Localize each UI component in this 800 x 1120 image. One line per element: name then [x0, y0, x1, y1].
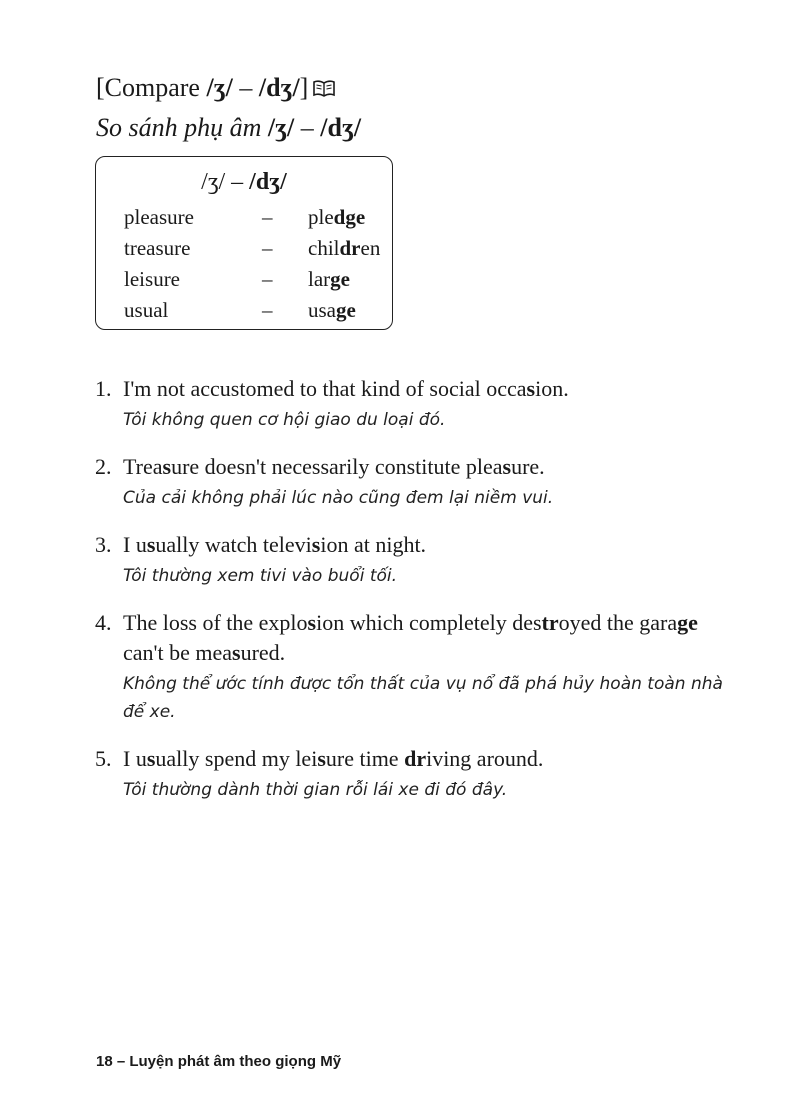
vietnamese-translation: Tôi thường dành thời gian rỗi lái xe đi đó đây.: [123, 780, 508, 800]
pair-dash: –: [262, 298, 273, 322]
list-item: [95, 744, 735, 804]
item-number: 5.: [95, 746, 112, 771]
dzh-word: pledge: [308, 205, 366, 229]
zh-word: leisure: [124, 267, 181, 291]
heading-ipa-dzh: /dʒ/: [258, 73, 300, 102]
heading-prefix: [Compare: [96, 73, 207, 102]
list-item: [95, 530, 735, 590]
item-number: 1.: [95, 376, 112, 401]
item-number: 4.: [95, 610, 112, 635]
english-sentence: I'm not accustomed to that kind of social occasion.: [123, 376, 569, 401]
title-sep: –: [225, 169, 250, 195]
vietnamese-translation: Của cải không phải lúc nào cũng đem lại niềm vui.: [123, 488, 554, 508]
pair-dash: –: [262, 267, 273, 291]
subheading-ipa-dzh: /dʒ/: [320, 113, 362, 142]
list-item: [95, 374, 735, 434]
zh-word: treasure: [124, 236, 191, 260]
title-ipa-dzh: /dʒ/: [249, 169, 287, 195]
english-sentence: I usually watch television at night.: [123, 532, 427, 557]
item-number: 2.: [95, 454, 112, 479]
subheading-ipa-zh: /ʒ/: [267, 113, 295, 142]
comparison-title: [96, 167, 392, 197]
section-heading: [96, 72, 336, 104]
vietnamese-translation: Tôi không quen cơ hội giao du loại đó.: [123, 410, 446, 430]
vietnamese-translation: Không thể ước tính được tổn thất của vụ nổ đã phá hủy hoàn toàn nhà để xe.: [123, 674, 723, 722]
heading-suffix: ]: [299, 73, 309, 102]
english-sentence: I usually spend my leisure time driving around.: [123, 746, 544, 771]
zh-word: pleasure: [124, 205, 194, 229]
item-number: 3.: [95, 532, 112, 557]
heading-ipa-zh: /ʒ/: [206, 73, 233, 102]
subheading-sep: –: [294, 113, 321, 142]
list-item: [95, 608, 735, 726]
english-sentence: The loss of the explosion which completely destroyed the garage can't be measured.: [123, 610, 698, 665]
open-book-icon: [312, 80, 336, 98]
list-item: [95, 452, 735, 512]
title-ipa-zh: /ʒ/: [201, 169, 226, 195]
zh-word: usual: [124, 298, 169, 322]
english-sentence: Treasure doesn't necessarily constitute pleasure.: [123, 454, 545, 479]
comparison-box: [95, 156, 393, 330]
dzh-word: large: [308, 267, 350, 291]
vietnamese-translation: Tôi thường xem tivi vào buổi tối.: [123, 566, 398, 586]
heading-sep: –: [232, 73, 259, 102]
pair-dash: –: [262, 236, 273, 260]
subheading-text: So sánh phụ âm: [96, 113, 268, 142]
dzh-word: children: [308, 236, 381, 260]
page-footer: 18 – Luyện phát âm theo giọng Mỹ: [96, 1053, 342, 1070]
section-subheading: [96, 112, 361, 144]
sentence-list: [95, 374, 735, 822]
dzh-word: usage: [308, 298, 356, 322]
pair-dash: –: [262, 205, 273, 229]
